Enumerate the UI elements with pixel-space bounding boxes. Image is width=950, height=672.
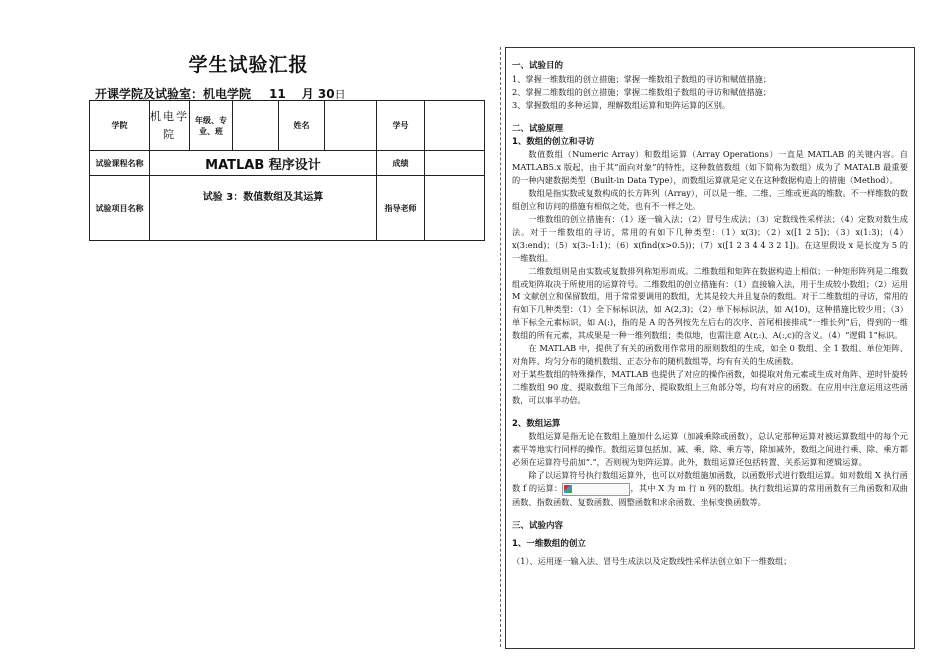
content-item-1: （1）、运用逐一输入法、冒号生成法以及定数线性采样法创立如下一维数组；	[512, 556, 792, 567]
course-label: 试验课程名称	[90, 151, 150, 176]
student-id-label: 学号	[377, 101, 425, 151]
paragraph-5: 在 MATLAB 中，提供了有关的函数用作常用的原则数组的生成，如全 0 数组、全 1 数组、单位矩阵、对角阵、均匀分布的随机数组、正态分布的随机数组等，均有有关的生成函数。	[512, 343, 908, 366]
name-value[interactable]	[325, 101, 377, 151]
section-2-2-title: 2、数组运算	[512, 418, 561, 429]
college-cell-label: 学院	[90, 101, 150, 151]
formula-image	[562, 483, 630, 496]
paragraph-8	[512, 469, 908, 508]
date-month: 月 30	[301, 87, 335, 101]
section-2-1-title: 1、数组的创立和寻访	[512, 136, 595, 147]
paragraph-1: 数值数组（Numeric Array）和数组运算（Array Operations）一直是 MATLAB 的关键内容。自 MATLAB5.x 版起，由于其“面向对象”的特性，这种数值数组（如下简称为数组）成为了 MATALB 最重要的一种内建数据类型（Built-in Data Type），而数组运算就是定义在这种数据构造上的措施（Method）。	[512, 149, 908, 186]
paragraph-6: 对于某些数组的特殊操作，MATLAB 也提供了对应的操作函数，如提取对角元素或生成对角阵、逆时针旋转二维数组 90 度、提取数组下三角部分、提取数组上三角部分等，均有对应的函数。在应用中注意运用这些函数，可以事半功倍。	[512, 368, 908, 405]
paragraph-3: 一维数组的创立措施有：（1）逐一输入法；（2）冒号生成法；（3）定数线性采样法；（4）定数对数生成法。对于一维数组的寻访，常用的有如下几种类型：（1）x(3)；（2）x([1 2 5])；（3）x(1:3)；（4）x(3:end)；（5）x(3:-1:1)；（6）x(find(x>0.5))；（7）x([1 2 3 4 4 3 2 1])。在这里假设 x 是长度为 5 的一维数组。	[512, 213, 908, 263]
objective-3: 3、掌握数组的多种运算，理解数组运算和矩阵运算的区别。	[512, 99, 731, 110]
name-label: 姓名	[279, 101, 325, 151]
paragraph-8-part-1: 除了以运算符号执行数组运算外，也可以对数组施加函数，以函数形式进行数组运算。如对数组 X 执行函数 f 的运算：	[512, 470, 908, 494]
college-cell-value: 机电学院	[150, 101, 190, 151]
report-title: 学生试验汇报	[188, 54, 309, 76]
paragraph-7: 数组运算是指无论在数组上施加什么运算（加减乘除或函数），总认定那种运算对被运算数组中的每个元素平等地实行同样的操作。数组运算包括加、减、乘、除、乘方等，除加减外，数组之间进行乘、除、乘方都必须在运算符号前加“.”，否则视为矩阵运算。此外，数组运算还包括转置、关系运算和逻辑运算。	[512, 431, 908, 468]
date-day: 11	[269, 87, 286, 101]
paragraph-8-part-2: ，其中 X 为 m 行 n 列的数组。执行数组运算的常用函数有三角函数和双曲函数、指数函数、复数函数、圆整函数和求余函数、坐标变换函数等。	[512, 483, 908, 507]
report-body	[505, 47, 915, 649]
teacher-label: 指导老师	[377, 176, 425, 241]
grade-value[interactable]	[233, 101, 279, 151]
broken-image-icon	[564, 485, 572, 493]
score-value[interactable]	[425, 151, 485, 176]
section-3-title: 三、试验内容	[512, 520, 564, 531]
paragraph-2: 数组是指实数或复数构成的长方阵列（Array），可以是一维、二维、三维或更高的维数。不一样维数的数组创立和访问的措施有相似之处，也有不一样之处。	[512, 188, 908, 212]
teacher-value[interactable]	[425, 176, 485, 241]
section-2-title: 二、试验原理	[512, 123, 564, 134]
course-value: MATLAB 程序设计	[150, 151, 377, 176]
student-id-value[interactable]	[425, 101, 485, 151]
section-1-title: 一、试验目的	[512, 61, 564, 71]
section-3-1-title: 1、一维数组的创立	[512, 539, 586, 550]
date-suffix: 日	[334, 88, 346, 101]
objective-2: 2、掌握二维数组的创立措施；掌握二维数组子数组的寻访和赋值措施；	[512, 86, 772, 97]
objective-1: 1、掌握一维数组的创立措施；掌握一维数组子数组的寻访和赋值措施；	[512, 73, 772, 84]
project-value: 试验 3：数值数组及其运算	[150, 176, 377, 241]
student-info-table	[89, 100, 485, 241]
college-label: 开课学院及试验室：机电学院	[95, 87, 252, 101]
score-label: 成绩	[377, 151, 425, 176]
page-divider	[500, 47, 502, 647]
grade-label: 年级、专业、班	[190, 101, 233, 151]
project-label: 试验项目名称	[90, 176, 150, 241]
paragraph-4: 二维数组则是由实数或复数排列称矩形而成。二维数组和矩阵在数据构造上相似；一种矩形阵列是二维数组或矩阵取决于所使用的运算符号。二维数组的创立措施有：（1）直接输入法，用于生成较小数组；（2）运用 M 文献创立和保留数组，用于常常要调用的数组，尤其是较大并且复杂的数组。对于二维数组的寻访，常用的有如下几种类型：（1）全下标标识法，如 A(2,3)；（2）单下标标识法，如 A(10)，这种措施比较少用；（3）单下标全元素标识，如 A(:)，指的是 A 的各列按先左后右的次序、首尾相接排成“一维长列”后，得到的一维数组的所有元素，其成果是一种一维列数组；类似地，也需注意 A(r,:)、A(:,c)的含义。（4）“逻辑 1”标识。	[512, 265, 908, 341]
